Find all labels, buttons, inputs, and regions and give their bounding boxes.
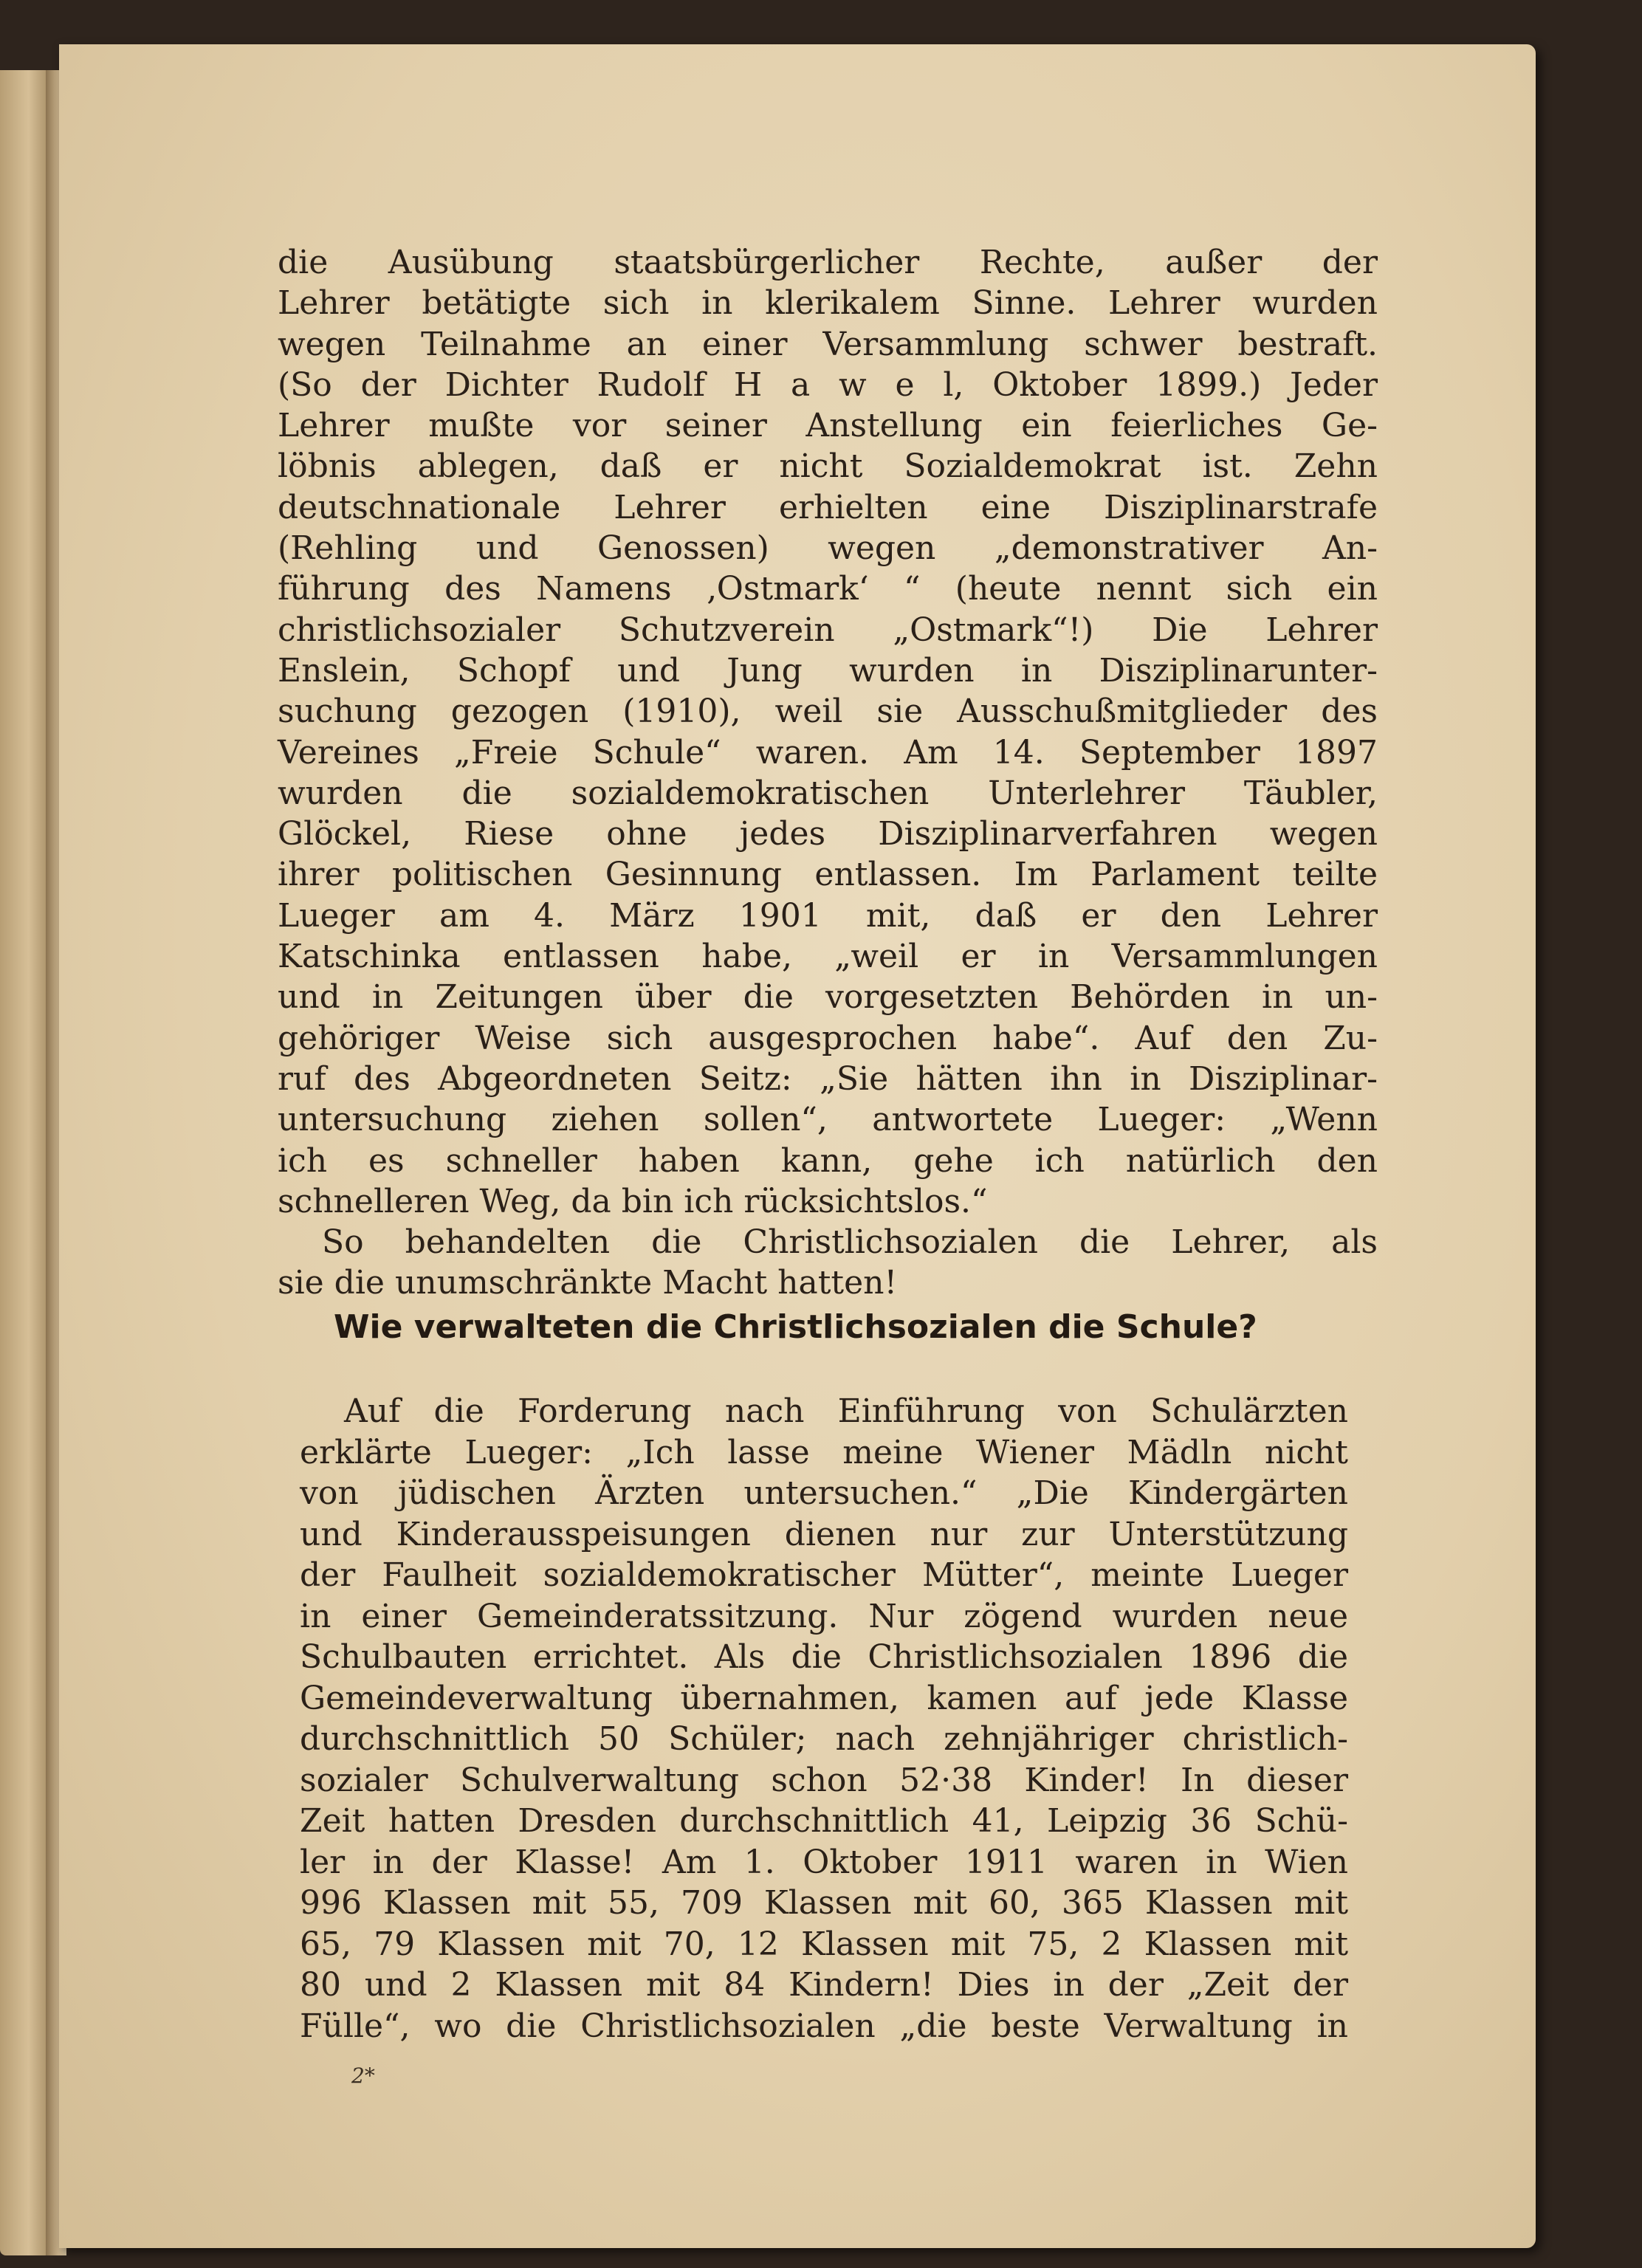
text-line: Gemeindeverwaltung übernahmen, kamen auf jede Klasse — [300, 1679, 1348, 1717]
text-line: erklärte Lueger: „Ich lasse meine Wiener Mädln nicht — [300, 1433, 1348, 1471]
paragraph-3 — [300, 1391, 1348, 2047]
text-line: deutschnationale Lehrer erhielten eine Disziplinarstrafe — [278, 488, 1378, 526]
text-line: Zeit hatten Dresden durchschnittlich 41, Leipzig 36 Schü- — [300, 1802, 1348, 1840]
text-line: sie die unumschränkte Macht hatten! — [278, 1264, 898, 1302]
text-line: So behandelten die Christlichsozialen die Lehrer, als — [322, 1223, 1378, 1262]
section-heading: Wie verwalteten die Christlichsozialen die Schule? — [334, 1308, 1257, 1346]
text-line: 996 Klassen mit 55, 709 Klassen mit 60, 365 Klassen mit — [300, 1884, 1348, 1922]
text-line: von jüdischen Ärzten untersuchen.“ „Die Kindergärten — [300, 1474, 1348, 1512]
text-line: Fülle“, wo die Christlichsozialen „die beste Verwaltung in — [300, 2007, 1348, 2045]
text-line: und Kinderausspeisungen dienen nur zur Unterstützung — [300, 1515, 1348, 1553]
text-line: Schulbauten errichtet. Als die Christlichsozialen 1896 die — [300, 1638, 1348, 1676]
text-line: löbnis ablegen, daß er nicht Sozialdemokrat ist. Zehn — [278, 447, 1378, 486]
text-line: Enslein, Schopf und Jung wurden in Disziplinarunter- — [278, 651, 1378, 690]
text-line: Vereines „Freie Schule“ waren. Am 14. September 1897 — [278, 733, 1378, 772]
text-line: durchschnittlich 50 Schüler; nach zehnjähriger christlich- — [300, 1720, 1348, 1758]
text-line: wurden die sozialdemokratischen Unterlehrer Täubler, — [278, 774, 1378, 812]
text-line: (So der Dichter Rudolf H a w e l, Oktober 1899.) Jeder — [278, 365, 1378, 404]
text-line: ihrer politischen Gesinnung entlassen. Im Parlament teilte — [278, 856, 1378, 894]
text-line: (Rehling und Genossen) wegen „demonstrativer An- — [278, 529, 1378, 568]
text-line: untersuchung ziehen sollen“, antwortete Lueger: „Wenn — [278, 1101, 1378, 1139]
text-line: Glöckel, Riese ohne jedes Disziplinarverfahren wegen — [278, 815, 1378, 853]
text-line: Katschinka entlassen habe, „weil er in Versammlungen — [278, 938, 1378, 976]
paragraph-1 — [278, 242, 1378, 1304]
text-line: Auf die Forderung nach Einführung von Schulärzten — [344, 1392, 1348, 1430]
text-line: Lueger am 4. März 1901 mit, daß er den Lehrer — [278, 896, 1378, 935]
text-line: sozialer Schulverwaltung schon 52·38 Kinder! In dieser — [300, 1761, 1348, 1799]
book-page — [59, 44, 1536, 2248]
text-line: schnelleren Weg, da bin ich rücksichtslos.“ — [278, 1182, 988, 1220]
text-line: führung des Namens ‚Ostmark‘ “ (heute nennt sich ein — [278, 570, 1378, 608]
text-line: ruf des Abgeordneten Seitz: „Sie hätten ihn in Disziplinar- — [278, 1059, 1378, 1098]
text-line: 65, 79 Klassen mit 70, 12 Klassen mit 75, 2 Klassen mit — [300, 1925, 1348, 1963]
text-line: in einer Gemeinderatssitzung. Nur zögend wurden neue — [300, 1597, 1348, 1635]
text-line: wegen Teilnahme an einer Versammlung schwer bestraft. — [278, 325, 1378, 363]
text-line: Lehrer betätigte sich in klerikalem Sinne. Lehrer wurden — [278, 284, 1378, 323]
text-line: christlichsozialer Schutzverein „Ostmark“!) Die Lehrer — [278, 611, 1378, 649]
left-page-edge — [0, 70, 52, 2255]
signature-mark: 2* — [351, 2063, 375, 2088]
text-line: suchung gezogen (1910), weil sie Ausschußmitglieder des — [278, 693, 1378, 731]
text-line: 80 und 2 Klassen mit 84 Kindern! Dies in der „Zeit der — [300, 1966, 1348, 2004]
text-line: ler in der Klasse! Am 1. Oktober 1911 waren in Wien — [300, 1843, 1348, 1881]
text-line: gehöriger Weise sich ausgesprochen habe“. Auf den Zu- — [278, 1019, 1378, 1057]
text-line: der Faulheit sozialdemokratischer Mütter“, meinte Lueger — [300, 1556, 1348, 1594]
text-line: die Ausübung staatsbürgerlicher Rechte, außer der — [278, 244, 1378, 281]
text-line: Lehrer mußte vor seiner Anstellung ein feierliches Ge- — [278, 407, 1378, 445]
text-line: und in Zeitungen über die vorgesetzten Behörden in un- — [278, 978, 1378, 1017]
text-line: ich es schneller haben kann, gehe ich natürlich den — [278, 1141, 1378, 1180]
